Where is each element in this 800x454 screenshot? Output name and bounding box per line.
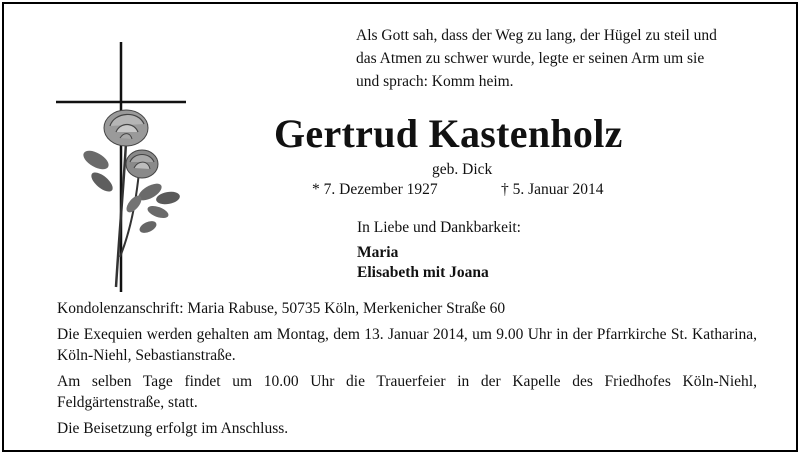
mourner-list [357, 243, 489, 283]
condolence-address: Kondolenzanschrift: Maria Rabuse, 50735 Köln, Merkenicher Straße 60 [57, 300, 506, 317]
deceased-name: Gertrud Kastenholz [274, 111, 623, 156]
maiden-name: geb. Dick [432, 161, 493, 178]
quote-line: das Atmen zu schwer wurde, legte er seinen Arm um sie [356, 50, 705, 67]
mourner-name: Maria [357, 244, 399, 261]
burial-info: Die Beisetzung erfolgt im Anschluss. [57, 420, 289, 437]
memorial-service-info: Am selben Tage findet um 10.00 Uhr die Trauerfeier in der Kapelle des Friedhofes Köln-Niehl, Feldgärtenstraße, statt. [57, 373, 757, 411]
memorial-quote [356, 24, 786, 93]
mourner-name: Elisabeth mit Joana [357, 264, 489, 281]
death-date: † 5. Januar 2014 [501, 181, 604, 198]
birth-date: * 7. Dezember 1927 [312, 181, 438, 198]
cross-with-rose-icon [54, 42, 194, 292]
quote-line: Als Gott sah, dass der Weg zu lang, der Hügel zu steil und [356, 27, 717, 44]
funeral-details [57, 298, 757, 444]
gratitude-line: In Liebe und Dankbarkeit: [357, 219, 521, 236]
quote-line: und sprach: Komm heim. [356, 73, 514, 90]
obituary-notice [2, 2, 798, 452]
exequies-info: Die Exequien werden gehalten am Montag, dem 13. Januar 2014, um 9.00 Uhr in der Pfarrkirche St. Katharina, Köln-Niehl, Sebastianstraße. [57, 326, 757, 364]
